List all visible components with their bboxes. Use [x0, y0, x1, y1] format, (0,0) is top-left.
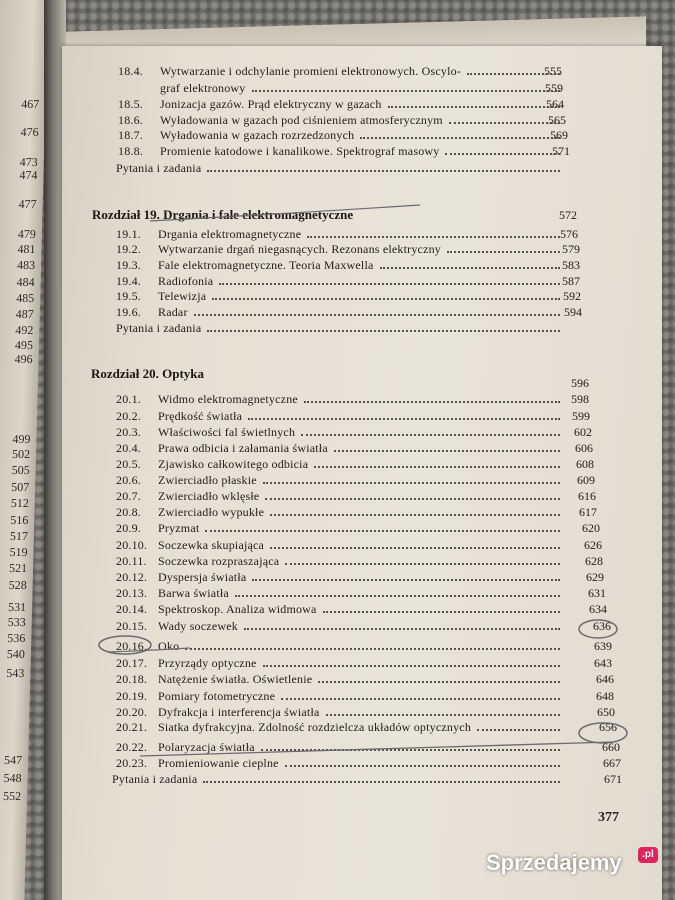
toc-entry-page: 626	[584, 538, 602, 552]
dot-leader	[205, 529, 560, 532]
toc-entry	[116, 521, 199, 536]
toc-entry-page: 631	[588, 586, 606, 600]
toc-entry	[116, 274, 213, 289]
left-page-number: 517	[9, 529, 29, 543]
left-page-number: 540	[6, 647, 26, 661]
toc-entry-title: Natężenie światła. Oświetlenie	[158, 672, 313, 686]
left-page-number: 512	[10, 496, 30, 510]
left-page-number: 543	[6, 666, 25, 680]
toc-entry	[118, 97, 382, 112]
toc-entry-title: Pytania i zadania	[116, 161, 202, 175]
toc-entry-title: Soczewka rozpraszająca	[158, 554, 280, 568]
left-page-number: 507	[11, 480, 30, 494]
toc-entry-title: Radar	[158, 305, 188, 319]
toc-entry-title: Wady soczewek	[158, 619, 238, 633]
toc-entry-page: 639	[594, 639, 612, 653]
left-page-number: 505	[11, 463, 30, 477]
toc-entry-number: 18.5.	[118, 97, 143, 111]
toc-entry-title: Barwa światła	[158, 586, 229, 600]
toc-entry-page: 592	[563, 289, 581, 303]
toc-entry-title: Właściwości fal świetlnych	[158, 425, 296, 439]
toc-entry	[116, 740, 255, 755]
toc-entry-number: 20.17.	[116, 656, 148, 670]
left-page-number: 481	[17, 242, 36, 256]
left-page-number: 502	[11, 447, 31, 461]
dot-leader	[380, 266, 560, 269]
toc-entry-page: 608	[576, 457, 594, 471]
watermark-logo: Sprzedajemy	[486, 850, 622, 875]
toc-entry	[116, 473, 257, 488]
toc-entry-title: Przyrządy optyczne	[158, 656, 257, 670]
dot-leader	[203, 780, 560, 783]
left-page-number: 484	[16, 275, 35, 289]
toc-entry-title: Drgania elektromagnetyczne	[158, 227, 302, 241]
toc-entry	[116, 705, 320, 720]
toc-entry-title: Spektroskop. Analiza widmowa	[158, 602, 317, 616]
toc-entry-page: 629	[586, 570, 604, 584]
toc-entry	[118, 81, 246, 96]
toc-entry	[118, 64, 461, 79]
toc-entry-page: 643	[594, 656, 612, 670]
toc-entry-title: Zwierciadło wklęsłe	[158, 489, 260, 503]
toc-entry	[116, 619, 238, 634]
toc-entry	[118, 128, 354, 143]
dot-leader	[477, 728, 560, 731]
toc-entry-page: 667	[603, 756, 621, 770]
toc-entry	[116, 441, 328, 456]
dot-leader	[307, 235, 560, 238]
left-page-number: 496	[14, 352, 33, 366]
toc-entry-title: Wytwarzanie i odchylanie promieni elektronowych. Oscylo-	[160, 64, 462, 78]
toc-entry-number: 20.11.	[116, 554, 147, 568]
toc-entry-page: 555	[544, 64, 562, 78]
chapter-20-page: 596	[571, 376, 589, 390]
toc-entry-number: 18.8.	[118, 144, 143, 158]
left-page-number: 473	[19, 155, 38, 169]
dot-leader	[252, 578, 560, 581]
chapter-20-heading: Rozdział 20. Optyka	[91, 366, 205, 381]
dot-leader	[270, 513, 560, 516]
toc-entry-page: 616	[578, 489, 596, 503]
toc-entry-number: 20.23.	[116, 756, 148, 770]
dot-leader	[467, 72, 560, 75]
dot-leader	[252, 89, 560, 92]
toc-entry	[116, 570, 246, 585]
toc-entry-title: Pytania i zadania	[116, 321, 202, 335]
toc-entry-page: 617	[579, 505, 597, 519]
toc-entry-number: 20.4.	[116, 441, 141, 455]
toc-entry-page: 599	[572, 409, 590, 423]
toc-entry-page: 569	[550, 128, 568, 142]
toc-entry	[116, 586, 229, 601]
toc-entry	[116, 242, 441, 257]
toc-entry	[112, 772, 197, 787]
toc-entry-number: 20.19.	[116, 689, 148, 703]
toc-entry-number: 20.7.	[116, 489, 141, 503]
toc-entry	[116, 639, 179, 654]
toc-entry	[116, 720, 471, 735]
dot-leader	[244, 627, 560, 630]
dot-leader	[445, 152, 560, 155]
toc-entry-number: 20.8.	[116, 505, 141, 519]
toc-entry-number: 20.12.	[116, 570, 148, 584]
toc-entry-number: 18.4.	[118, 64, 143, 78]
toc-entry-number: 18.6.	[118, 113, 143, 127]
toc-entry	[116, 258, 374, 273]
left-page-number: 536	[7, 631, 26, 645]
toc-entry-page: 636	[593, 619, 611, 633]
toc-entry-title: Wyładowania w gazach rozrzedzonych	[160, 128, 355, 142]
left-page-number: 547	[3, 753, 23, 767]
left-page-number: 477	[18, 197, 37, 211]
left-page-number: 492	[15, 323, 34, 337]
toc-entry-page: 609	[577, 473, 595, 487]
toc-entry-page: 579	[562, 242, 580, 256]
toc-entry-number: 20.20.	[116, 705, 148, 719]
left-page-number: 485	[16, 291, 35, 305]
toc-entry	[116, 656, 257, 671]
toc-entry	[116, 489, 259, 504]
toc-entry-page: 628	[585, 554, 603, 568]
toc-entry-page: 602	[574, 425, 592, 439]
left-page-number: 474	[19, 168, 38, 182]
toc-entry-title: Wytwarzanie drgań niegasnących. Rezonans elektryczny	[158, 242, 442, 256]
toc-entry-title: Widmo elektromagnetyczne	[158, 392, 298, 406]
dot-leader	[235, 594, 560, 597]
left-page-number: 528	[8, 578, 27, 592]
toc-entry-title: Telewizja	[158, 289, 207, 303]
toc-entry-page: 565	[548, 113, 566, 127]
toc-entry	[116, 756, 279, 771]
toc-entry-page: 660	[602, 740, 620, 754]
dot-leader	[263, 481, 560, 484]
toc-entry-number: 20.6.	[116, 473, 141, 487]
dot-leader	[207, 329, 560, 332]
left-page-number: 519	[9, 545, 28, 559]
toc-entry	[116, 425, 295, 440]
left-page-number: 483	[16, 258, 36, 272]
toc-entry-number: 20.5.	[116, 457, 141, 471]
left-page-number: 495	[14, 338, 34, 352]
toc-entry-page: 571	[552, 144, 570, 158]
dot-leader	[323, 610, 560, 613]
dot-leader	[314, 465, 560, 468]
toc-entry-page: 650	[597, 705, 615, 719]
toc-entry-page: 594	[564, 305, 582, 319]
dot-leader	[219, 282, 560, 285]
toc-entry	[116, 161, 201, 176]
dot-leader	[388, 105, 560, 108]
toc-entry-title: Pytania i zadania	[112, 772, 198, 786]
toc-entry-number: 19.2.	[116, 242, 141, 256]
dot-leader	[263, 664, 560, 667]
left-page-number: 531	[7, 600, 27, 614]
left-page-number: 521	[8, 561, 28, 575]
toc-entry-number: 20.21.	[116, 720, 148, 734]
toc-entry-page: 564	[546, 97, 564, 111]
toc-entry-page: 559	[545, 81, 563, 95]
dot-leader	[447, 250, 560, 253]
left-page-number: 467	[21, 97, 40, 111]
toc-entry	[116, 227, 301, 242]
toc-entry-number: 20.18.	[116, 672, 148, 686]
toc-entry	[116, 505, 264, 520]
toc-entry-number: 20.9.	[116, 521, 141, 535]
toc-entry-number: 20.2.	[116, 409, 141, 423]
toc-entry	[116, 689, 275, 704]
toc-entry-page: 620	[582, 521, 600, 535]
toc-entry	[116, 289, 206, 304]
toc-entry-number: 20.22.	[116, 740, 148, 754]
toc-entry-title: Soczewka skupiająca	[158, 538, 265, 552]
toc-entry-page: 576	[560, 227, 578, 241]
toc-entry-number: 20.3.	[116, 425, 141, 439]
chapter-19-page: 572	[559, 208, 577, 222]
left-page-number: 487	[15, 307, 34, 321]
toc-entry	[116, 457, 308, 472]
toc-entry-page: 587	[562, 274, 580, 288]
toc-entry-number: 19.1.	[116, 227, 141, 241]
toc-entry-title: Prawa odbicia i załamania światła	[158, 441, 328, 455]
toc-entry-number: 18.7.	[118, 128, 143, 142]
left-page-number: 516	[10, 513, 29, 527]
dot-leader	[194, 313, 560, 316]
dot-leader	[270, 546, 560, 549]
toc-entry-title: Fale elektromagnetyczne. Teoria Maxwella	[158, 258, 374, 272]
toc-entry	[116, 554, 279, 569]
toc-entry	[116, 672, 312, 687]
dot-leader	[248, 417, 560, 420]
chapter-19-heading: Rozdział 19. Drgania i fale elektromagnetyczne	[92, 207, 354, 222]
toc-entry-number: 20.16.	[116, 639, 148, 653]
dot-leader	[301, 433, 560, 436]
toc-entry	[116, 538, 264, 553]
dot-leader	[360, 136, 560, 139]
dot-leader	[212, 297, 560, 300]
toc-entry-title: Polaryzacja światła	[158, 740, 255, 754]
toc-entry-title: Zjawisko całkowitego odbicia	[158, 457, 309, 471]
dot-leader	[326, 713, 560, 716]
page-number: 377	[598, 810, 619, 825]
toc-entry-page: 598	[571, 392, 589, 406]
toc-entry	[116, 321, 201, 336]
toc-entry-title: Promienie katodowe i kanalikowe. Spektrograf masowy	[160, 144, 440, 158]
left-page-number: 476	[20, 125, 39, 139]
watermark-badge: .pl	[638, 847, 658, 863]
toc-entry	[118, 113, 443, 128]
dot-leader	[261, 748, 560, 751]
toc-entry-title: Oko	[158, 639, 180, 653]
toc-entry-number: 19.5.	[116, 289, 141, 303]
toc-entry	[116, 409, 242, 424]
dot-leader	[449, 121, 560, 124]
left-page-number: 548	[3, 771, 22, 785]
dot-leader	[285, 764, 560, 767]
toc-entry-page: 646	[596, 672, 614, 686]
toc-entry-page: 606	[575, 441, 593, 455]
toc-entry-title: Dyspersja światła	[158, 570, 247, 584]
toc-entry	[118, 144, 439, 159]
dot-leader	[304, 400, 560, 403]
toc-entry-page: 671	[604, 772, 622, 786]
dot-leader	[334, 449, 560, 452]
left-page-number: 479	[17, 227, 37, 241]
toc-entry-title: Siatka dyfrakcyjna. Zdolność rozdzielcza układów optycznych	[158, 720, 472, 734]
toc-entry-number: 19.3.	[116, 258, 141, 272]
toc-entry-title: Dyfrakcja i interferencja światła	[158, 705, 320, 719]
toc-entry-title: Zwierciadło wypukłe	[158, 505, 265, 519]
toc-entry	[116, 392, 298, 407]
toc-entry-number: 20.10.	[116, 538, 148, 552]
toc-entry-number: 20.1.	[116, 392, 141, 406]
left-page-number: 533	[7, 615, 26, 629]
toc-entry-page: 583	[562, 258, 580, 272]
dot-leader	[318, 680, 560, 683]
toc-entry-title: Promieniowanie cieplne	[158, 756, 279, 770]
toc-entry-title: Pomiary fotometryczne	[158, 689, 276, 703]
toc-entry-page: 648	[596, 689, 614, 703]
toc-entry-title: graf elektronowy	[160, 81, 246, 95]
toc-entry-title: Jonizacja gazów. Prąd elektryczny w gazach	[160, 97, 382, 111]
dot-leader	[185, 647, 560, 650]
dot-leader	[285, 562, 560, 565]
toc-entry	[116, 305, 188, 320]
left-page-number: 499	[12, 432, 31, 446]
toc-entry-number: 20.14.	[116, 602, 148, 616]
dot-leader	[281, 697, 560, 700]
toc-entry-page: 634	[589, 602, 607, 616]
toc-entry	[116, 602, 317, 617]
toc-entry-title: Pryzmat	[158, 521, 200, 535]
toc-entry-title: Prędkość światła	[158, 409, 243, 423]
toc-entry-page: 656	[599, 720, 617, 734]
toc-entry-title: Zwierciadło płaskie	[158, 473, 257, 487]
toc-entry-number: 20.15.	[116, 619, 148, 633]
toc-entry-title: Radiofonia	[158, 274, 214, 288]
left-page-number: 552	[2, 789, 22, 803]
toc-entry-number: 19.6.	[116, 305, 141, 319]
toc-entry-title: Wyładowania w gazach pod ciśnieniem atmosferycznym	[160, 113, 443, 127]
toc-entry-number: 19.4.	[116, 274, 141, 288]
dot-leader	[265, 497, 560, 500]
dot-leader	[207, 169, 560, 172]
toc-entry-number: 20.13.	[116, 586, 148, 600]
